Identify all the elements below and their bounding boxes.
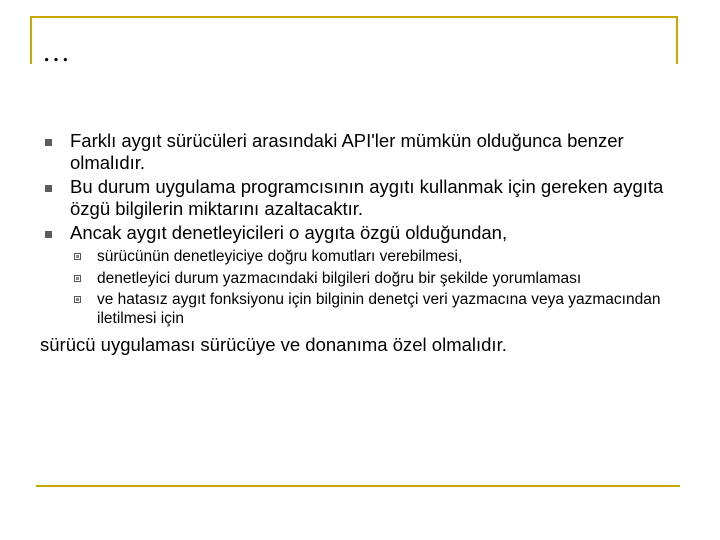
frame-right-line <box>676 16 678 64</box>
bullet-text: Ancak aygıt denetleyicileri o aygıta özgü olduğundan, <box>70 222 508 243</box>
hollow-square-bullet-icon <box>74 275 81 282</box>
sub-bullet-text: sürücünün denetleyiciye doğru komutları verebilmesi, <box>97 248 463 265</box>
square-bullet-icon <box>45 139 52 146</box>
slide-content <box>40 130 680 356</box>
bullet-item <box>40 176 680 220</box>
bullet-text: Bu durum uygulama programcısının aygıtı kullanmak için gereken aygıta özgü bilgilerin miktarını azaltacaktır. <box>70 176 664 219</box>
hollow-square-bullet-icon <box>74 296 81 303</box>
sub-bullet-item <box>40 270 680 289</box>
sub-bullet-text: denetleyici durum yazmacındaki bilgileri doğru bir şekilde yorumlaması <box>97 269 582 287</box>
slide-title: … <box>42 37 72 68</box>
frame-top-line <box>30 16 678 18</box>
frame-left-line <box>30 16 32 64</box>
hollow-square-bullet-icon <box>74 253 81 260</box>
bullet-item <box>40 222 680 244</box>
sub-bullet-item <box>40 248 680 267</box>
frame-bottom-line <box>36 485 680 487</box>
sub-bullet-list <box>40 248 680 328</box>
bullet-item <box>40 130 680 174</box>
conclusion-text: sürücü uygulaması sürücüye ve donanıma özel olmalıdır. <box>40 334 507 355</box>
bullet-text: Farklı aygıt sürücüleri arasındaki API'ler mümkün olduğunca benzer olmalıdır. <box>70 130 624 173</box>
sub-bullet-item <box>40 291 680 328</box>
sub-bullet-text: ve hatasız aygıt fonksiyonu için bilginin denetçi veri yazmacına veya yazmacından iletilmesi için <box>97 291 661 327</box>
square-bullet-icon <box>45 185 52 192</box>
square-bullet-icon <box>45 231 52 238</box>
